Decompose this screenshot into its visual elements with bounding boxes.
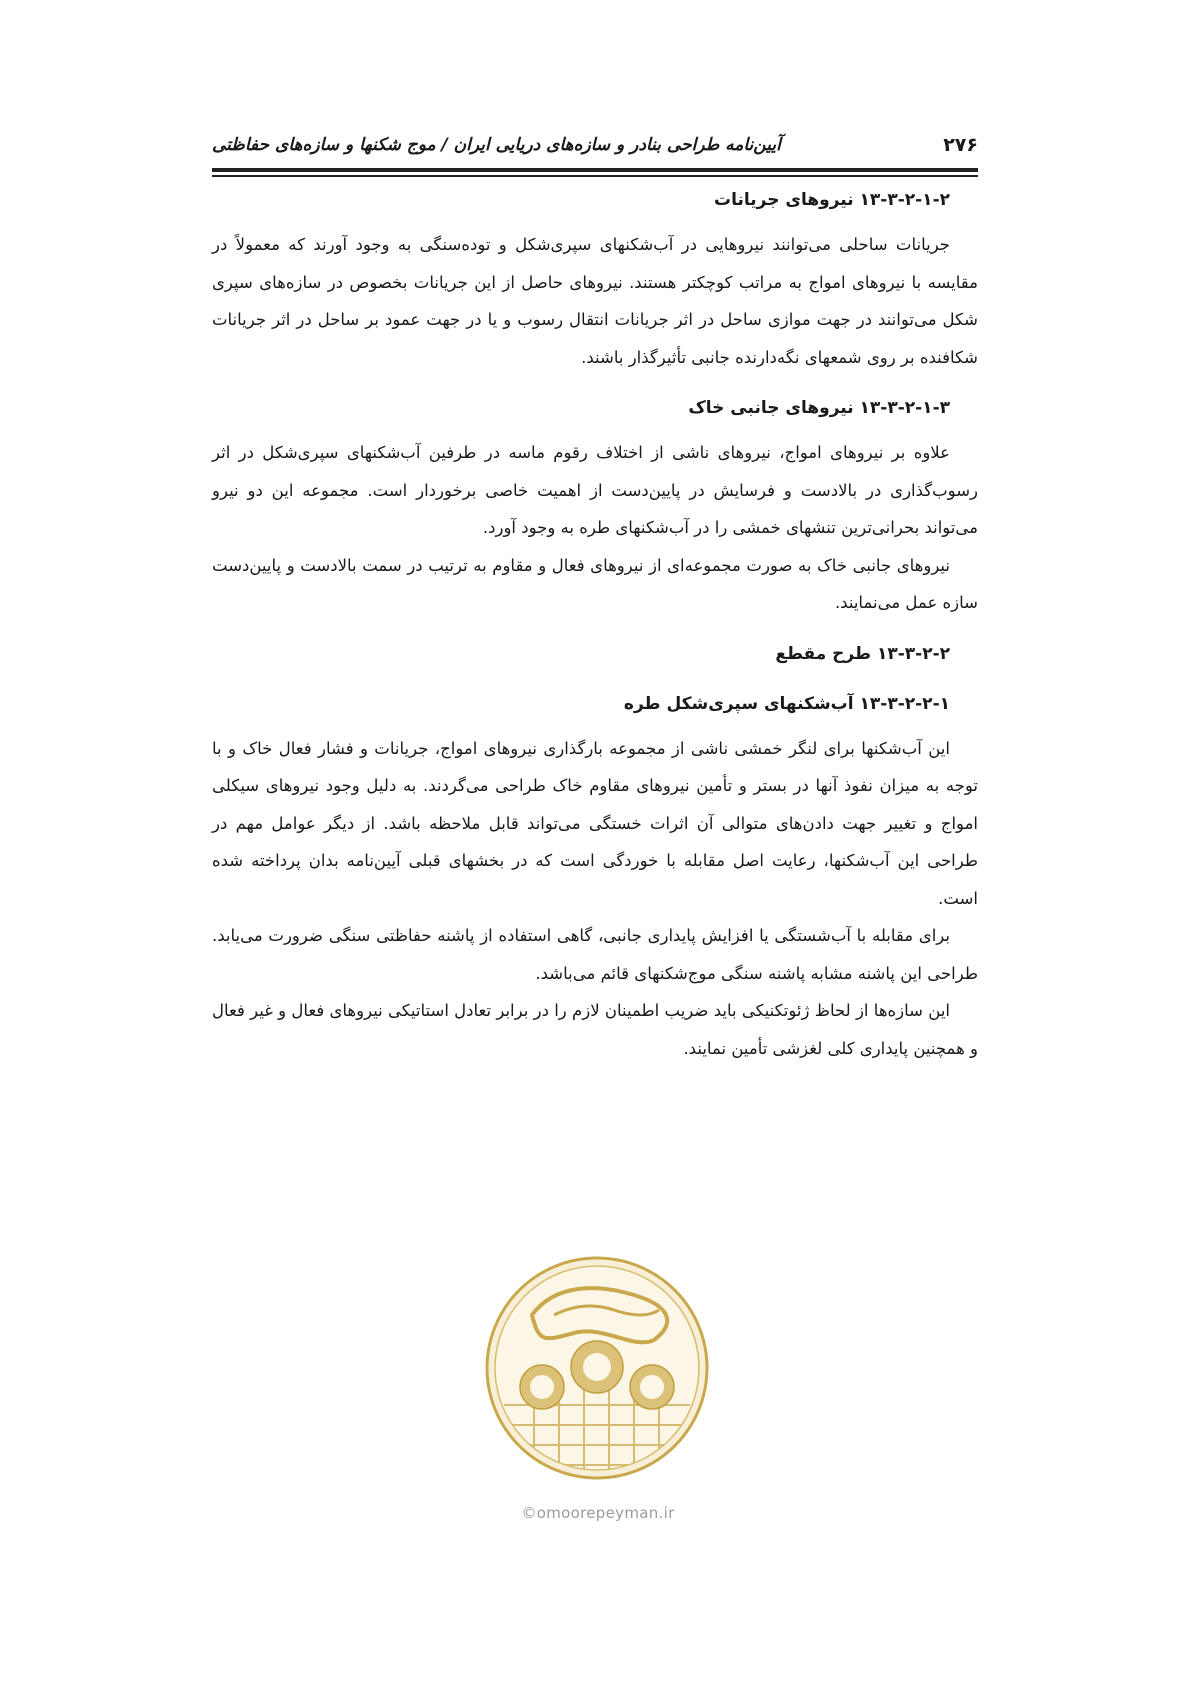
section-heading: ۱۳-۳-۲-۲-۱ آب‌شکنهای سپری‌شکل طره <box>623 693 950 714</box>
section-heading: ۱۳-۳-۲-۱-۲ نیروهای جریانات <box>714 190 950 210</box>
paragraph: نیروهای جانبی خاک به صورت مجموعه‌ای از نیروهای فعال و مقاوم به ترتیب در سمت بالادست و پایین‌دست سازه عمل می‌نمایند. <box>212 555 978 612</box>
watermark-logo <box>484 1255 710 1481</box>
copyright-icon: © <box>521 1504 537 1522</box>
paragraph: علاوه بر نیروهای امواج، نیروهای ناشی از اختلاف رقوم ماسه در طرفین آب‌شکنهای سپری‌شکل در اثر رسوب‌گذاری در بالادست و فرسایش در پایین‌دست از اهمیت خاصی برخوردار است. مجموعه این دو نیرو می‌تواند بحرانی‌ترین تنشهای خمشی را در آب‌شکنهای طره به وجود آورد. <box>212 443 978 537</box>
header-rule-thick <box>212 168 978 172</box>
body-content <box>212 190 978 1067</box>
paragraph: این آب‌شکنها برای لنگر خمشی ناشی از مجموعه بارگذاری نیروهای امواج، جریانات و فشار فعال خاک و با توجه به میزان نفوذ آنها در بستر و تأمین نیروهای مقاوم خاک طراحی می‌گردند. به دلیل وجود نیروهای سیکلی امواج و تغییر جهت دادن‌های متوالی آن اثرات خستگی می‌تواند قابل ملاحظه باشد. از دیگر عوامل مهم در طراحی این آب‌شکنها، رعایت اصل مقابله با خوردگی است که در بخشهای قبلی آیین‌نامه بدان پرداخته شده است. <box>212 738 978 908</box>
watermark-url: ©omoorepeyman.ir <box>521 1504 675 1522</box>
header-rule-thin <box>212 175 978 177</box>
section-heading: ۱۳-۳-۲-۱-۳ نیروهای جانبی خاک <box>688 398 950 418</box>
paragraph: جریانات ساحلی می‌توانند نیروهایی در آب‌شکنهای سپری‌شکل و توده‌سنگی به وجود آورند که معمولاً در مقایسه با نیروهای امواج به مراتب کوچکتر هستند. نیروهای حاصل از این جریانات بخصوص در سازه‌های سپری شکل می‌توانند در جهت موازی ساحل در اثر جریانات انتقال رسوب و یا در جهت عمود بر ساحل در اثر جریانات شکافنده بر روی شمعهای نگه‌دارنده جانبی تأثیرگذار باشند. <box>212 235 978 367</box>
paragraph: برای مقابله با آب‌شستگی یا افزایش پایداری جانبی، گاهی استفاده از پاشنه حفاظتی سنگی ضرورت می‌یابد. طراحی این پاشنه مشابه پاشنه سنگی موج‌شکنهای قائم می‌باشد. <box>212 926 978 983</box>
page-header <box>212 128 978 162</box>
page-number: ۲۷۶ <box>943 134 978 156</box>
section-heading: ۱۳-۳-۲-۲ طرح مقطع <box>775 643 950 664</box>
seal-icon <box>484 1255 710 1481</box>
paragraph: این سازه‌ها از لحاظ ژئوتکنیکی باید ضریب اطمینان لازم را در برابر تعادل استاتیکی نیروهای فعال و غیر فعال و همچنین پایداری کلی لغزشی تأمین نمایند. <box>212 1001 978 1058</box>
running-title: آیین‌نامه طراحی بنادر و سازه‌های دریایی ایران / موج شکنها و سازه‌های حفاظتی <box>212 135 781 155</box>
